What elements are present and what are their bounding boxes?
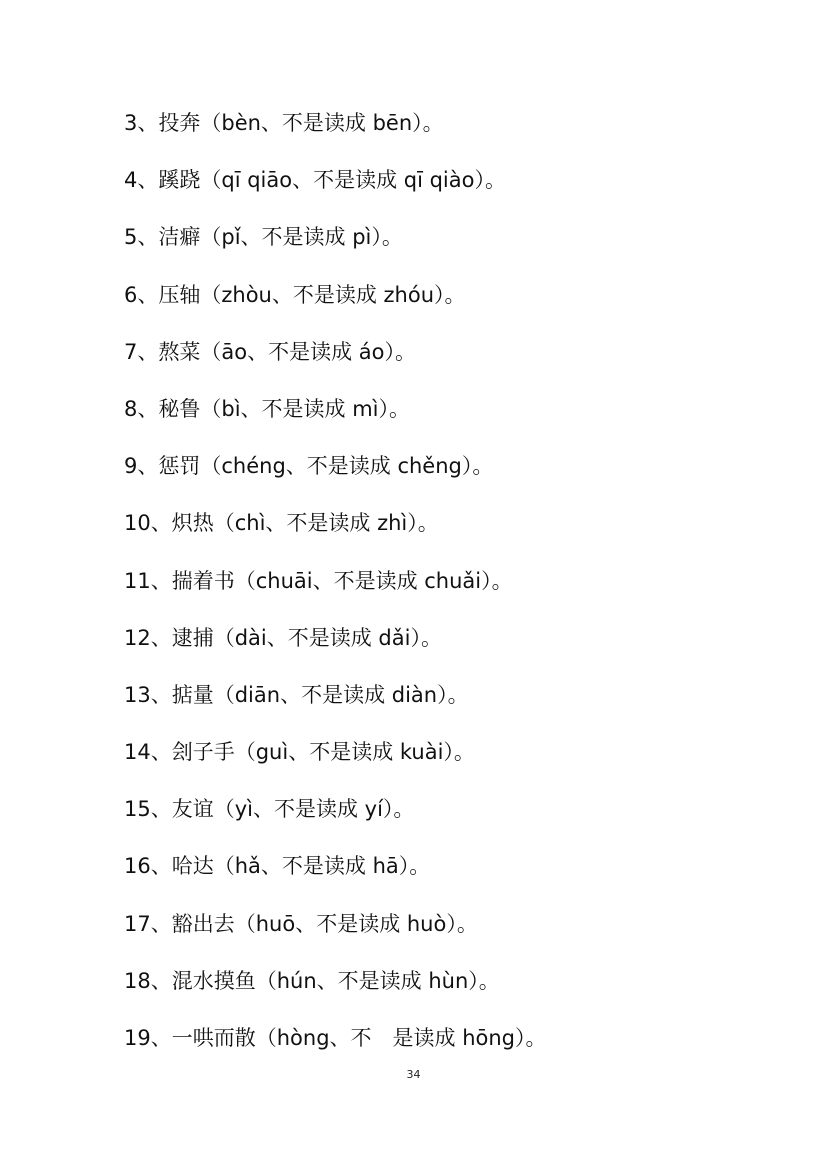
list-item: 19、一哄而散（hòng、不 是读成 hōng）。 xyxy=(124,1026,547,1050)
list-item: 14、刽子手（guì、不是读成 kuài）。 xyxy=(124,740,475,765)
list-item: 13、掂量（diān、不是读成 diàn）。 xyxy=(124,682,469,707)
list-item: 15、友谊（yì、不是读成 yí）。 xyxy=(124,797,415,822)
list-item: 9、惩罚（chéng、不是读成 chěng）。 xyxy=(124,454,494,479)
list-item: 4、蹊跷（qī qiāo、不是读成 qī qiào）。 xyxy=(124,168,506,193)
list-item: 16、哈达（hǎ、不是读成 hā）。 xyxy=(124,854,431,879)
list-item: 11、揣着书（chuāi、不是读成 chuǎi）。 xyxy=(124,568,513,593)
page-number: 34 xyxy=(406,1068,421,1081)
list-item: 8、秘鲁（bì、不是读成 mì）。 xyxy=(124,396,410,421)
list-item: 6、压轴（zhòu、不是读成 zhóu）。 xyxy=(124,282,466,307)
pronunciation-list xyxy=(124,105,547,1077)
list-item: 5、洁癖（pǐ、不是读成 pì）。 xyxy=(124,225,403,250)
list-item: 10、炽热（chì、不是读成 zhì）。 xyxy=(124,511,439,536)
list-item: 18、混水摸鱼（hún、不是读成 hùn）。 xyxy=(124,968,500,993)
list-item: 7、熬菜（āo、不是读成 áo）。 xyxy=(124,339,416,364)
list-item: 12、逮捕（dài、不是读成 dǎi）。 xyxy=(124,625,442,650)
list-item: 3、投奔（bèn、不是读成 bēn）。 xyxy=(124,111,444,135)
list-item: 17、豁出去（huō、不是读成 huò）。 xyxy=(124,911,478,936)
